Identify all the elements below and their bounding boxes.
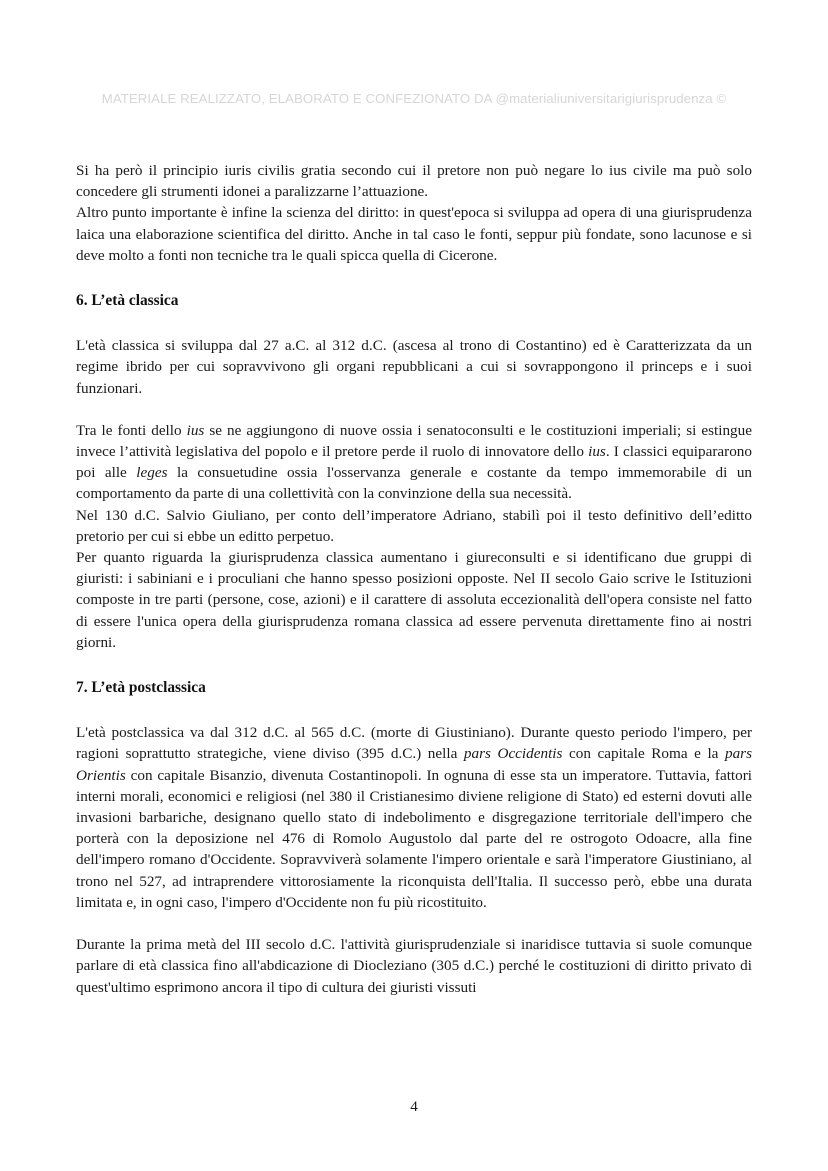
italic-term-ius-1: ius — [186, 421, 205, 439]
italic-term-ius-2: ius — [588, 443, 606, 461]
italic-term-pars-orientis: pars Orientis — [76, 745, 752, 784]
paragraph-giurisprudenza-classica: Per quanto riguarda la giurisprudenza classica aumentano i giureconsulti e si identificano due gruppi di giuristi: i sabiniani e i proculiani che hanno spesso posizioni opposte. Nel II secolo Gaio scrive le Istituzioni composte in tre parti (persone, cose, azioni) e il carattere di assoluta eccezionalità dell'opera consiste nel fatto di essere l'unica opera della giurisprudenza romana classica ad essere pervenuta direttamente fino ai nostri giorni. — [76, 549, 752, 651]
paragraph-intro-line-2: Altro punto importante è infine la scienza del diritto: in quest'epoca si sviluppa ad opera di una giurisprudenza laica una elaborazione scientifica del diritto. Anche in tal caso le fonti, seppur più fondate, sono lacunose e si deve molto a fonti non tecniche tra le quali spicca quella di Cicerone. — [76, 204, 752, 264]
paragraph-salvio-giuliano: Nel 130 d.C. Salvio Giuliano, per conto dell’imperatore Adriano, stabilì poi il testo definitivo dell’editto pretorio per cui si ebbe un editto perpetuo. — [76, 506, 752, 545]
heading-section-7: 7. L’età postclassica — [76, 679, 206, 697]
page-number: 4 — [410, 1098, 418, 1115]
italic-term-leges: leges — [136, 464, 168, 482]
text-fragment: . I classici equipararono poi alle — [76, 443, 752, 482]
paragraph-terzo-secolo: Durante la prima metà del III secolo d.C. l'attività giurisprudenziale si inaridisce tuttavia si suole comunque parlare di età classica fino all'abdicazione di Diocleziano (305 d.C.) perché le costituzioni di diritto privato di quest'ultimo esprimono ancora il tipo di cultura dei giuristi vissuti — [76, 936, 752, 996]
text-fragment: se ne aggiungono di nuove ossia i senatoconsulti e le costituzioni imperiali; si estingue invece l’attività legislativa del popolo e il pretore perde il ruolo di innovatore dello — [76, 421, 752, 461]
document-body — [76, 160, 752, 998]
italic-term-pars-occidentis: pars Occidentis — [463, 745, 563, 763]
paragraph-postclassica — [76, 722, 752, 913]
heading-section-6: 6. L’età classica — [76, 292, 179, 310]
text-fragment: la consuetudine ossia l'osservanza generale e costante da tempo immemorabile di un comportamento da parte di una collettività con la convinzione della sua necessità. — [76, 464, 753, 503]
paragraph-fonti-ius — [76, 420, 752, 505]
text-fragment: con capitale Roma e la — [562, 745, 725, 763]
paragraph-classica-overview: L'età classica si sviluppa dal 27 a.C. al 312 d.C. (ascesa al trono di Costantino) ed è Caratterizzata da un regime ibrido per cui sopravvivono gli organi repubblicani a cui si sovrappongono il princeps e i suoi funzionari. — [76, 337, 752, 397]
text-fragment: con capitale Bisanzio, divenuta Costantinopoli. In ognuna di esse sta un imperatore. Tuttavia, fattori interni morali, economici e religiosi (nel 380 il Cristianesimo diviene religione di Stato) ed esterni dovuti alle invasioni barbariche, designano quello stato di indebolimento e disgregazione territoriale dell'impero che porterà con la deposizione nel 476 di Romolo Augustolo dal parte del re ostrogoto Odoacre, alla fine dell'impero romano d'Occidente. Sopravviverà solamente l'impero orientale e sarà l'imperatore Giustiniano, al trono nel 527, ad intraprendere vittorosiamente la riconquista dell'Italia. Il successo però, ebbe una durata limitata e, in ogni caso, l'impero d'Occidente non fu più ricostituito. — [76, 766, 752, 911]
text-fragment: L'età postclassica va dal 312 d.C. al 565 d.C. (morte di Giustiniano). Durante questo periodo l'impero, per ragioni soprattutto strategiche, viene diviso (395 d.C.) nella — [76, 724, 752, 763]
text-fragment: Tra le fonti dello — [76, 421, 187, 439]
watermark-header: MATERIALE REALIZZATO, ELABORATO E CONFEZIONATO DA @materialiuniversitarigiurisprudenza © — [101, 91, 727, 106]
paragraph-intro-line-1: Si ha però il principio iuris civilis gratia secondo cui il pretore non può negare lo ius civile ma può solo concedere gli strumenti idonei a paralizzarne l’attuazione. — [76, 162, 752, 201]
